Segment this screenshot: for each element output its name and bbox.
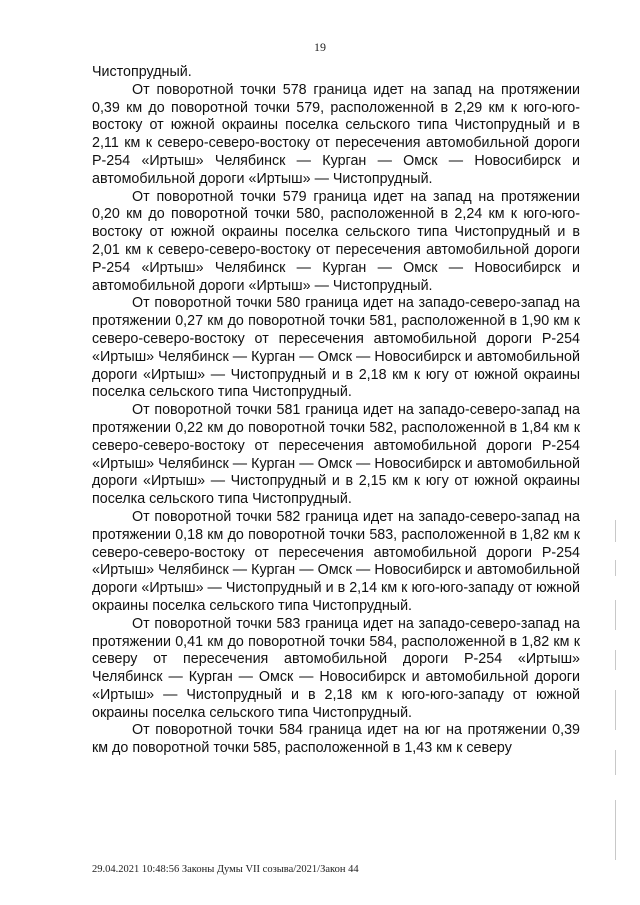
document-body bbox=[92, 64, 580, 758]
page-number: 19 bbox=[314, 40, 326, 54]
paragraph: От поворотной точки 583 граница идет на западо-северо-запад на протяжении 0,41 км до поворотной точки 584, расположенной в 1,82 км к северу от пересечения автомобильной дороги Р-254 «Иртыш» Челябинск — Курган — Омск — Новосибирск и автомобильной дороги «Иртыш» — Чистопрудный и в 2,18 км к юго-юго-западу от южной окраины поселка сельского типа Чистопрудный. bbox=[92, 615, 580, 721]
side-stamp-marks bbox=[611, 520, 621, 880]
paragraph: От поворотной точки 578 граница идет на запад на протяжении 0,39 км до поворотной точки 579, расположенной в 2,29 км к юго-юго-востоку от южной окраины поселка сельского типа Чистопрудный и в 2,11 км к северо-северо-востоку от пересечения автомобильной дороги Р-254 «Иртыш» Челябинск — Курган — Омск — Новосибирск и автомобильной дороги «Иртыш» — Чистопрудный. bbox=[92, 81, 580, 187]
paragraph: От поворотной точки 581 граница идет на западо-северо-запад на протяжении 0,22 км до поворотной точки 582, расположенной в 1,84 км к северо-северо-востоку от пересечения автомобильной дороги Р-254 «Иртыш» Челябинск — Курган — Омск — Новосибирск и автомобильной дороги «Иртыш» — Чистопрудный и в 2,15 км к югу от южной окраины поселка сельского типа Чистопрудный. bbox=[92, 402, 580, 508]
paragraph: От поворотной точки 582 граница идет на западо-северо-запад на протяжении 0,18 км до поворотной точки 583, расположенной в 1,82 км к северо-северо-востоку от пересечения автомобильной дороги Р-254 «Иртыш» Челябинск — Курган — Омск — Новосибирск и автомобильной дороги «Иртыш» — Чистопрудный и в 2,14 км к юго-юго-западу от южной окраины поселка сельского типа Чистопрудный. bbox=[92, 508, 580, 614]
paragraph: Чистопрудный. bbox=[92, 64, 192, 80]
footer-stamp: 29.04.2021 10:48:56 Законы Думы VII созыва/2021/Закон 44 bbox=[92, 864, 359, 875]
paragraph: От поворотной точки 580 граница идет на западо-северо-запад на протяжении 0,27 км до поворотной точки 581, расположенной в 1,90 км к северо-северо-востоку от пересечения автомобильной дороги Р-254 «Иртыш» Челябинск — Курган — Омск — Новосибирск и автомобильной дороги «Иртыш» — Чистопрудный и в 2,18 км к югу от южной окраины поселка сельского типа Чистопрудный. bbox=[92, 295, 580, 401]
paragraph: От поворотной точки 584 граница идет на юг на протяжении 0,39 км до поворотной точки 585, расположенной в 1,43 км к северу bbox=[92, 722, 580, 757]
paragraph: От поворотной точки 579 граница идет на запад на протяжении 0,20 км до поворотной точки 580, расположенной в 2,24 км к юго-юго-востоку от южной окраины поселка сельского типа Чистопрудный и в 2,01 км к северо-северо-востоку от пересечения автомобильной дороги Р-254 «Иртыш» Челябинск — Курган — Омск — Новосибирск и автомобильной дороги «Иртыш» — Чистопрудный. bbox=[92, 188, 580, 294]
